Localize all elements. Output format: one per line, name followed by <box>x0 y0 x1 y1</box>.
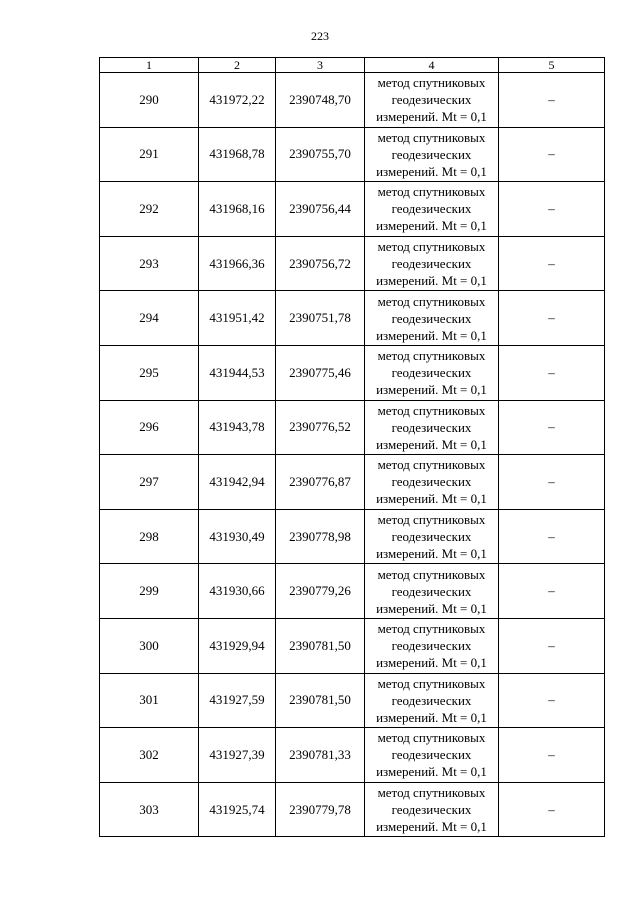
method-line: метод спутниковых <box>377 730 486 746</box>
method-line: геодезических <box>391 92 472 108</box>
table-body <box>100 73 605 837</box>
y-coordinate-cell: 2390779,26 <box>276 564 365 619</box>
x-coordinate-cell: 431944,53 <box>199 345 276 400</box>
method-line: метод спутниковых <box>377 621 486 637</box>
method-line: измерений. Mt = 0,1 <box>376 327 487 343</box>
method-line: измерений. Mt = 0,1 <box>376 709 487 725</box>
note-cell: – <box>499 618 605 673</box>
column-header-4: 4 <box>365 58 499 73</box>
method-line: метод спутниковых <box>377 75 486 91</box>
method-cell <box>365 291 499 346</box>
x-coordinate-cell: 431968,78 <box>199 127 276 182</box>
method-cell <box>365 618 499 673</box>
method-cell <box>365 73 499 128</box>
page-number: 223 <box>311 29 329 43</box>
x-coordinate-cell: 431966,36 <box>199 236 276 291</box>
y-coordinate-cell: 2390781,33 <box>276 728 365 783</box>
method-line: измерений. Mt = 0,1 <box>376 109 487 125</box>
x-coordinate-cell: 431929,94 <box>199 618 276 673</box>
table-row <box>100 182 605 237</box>
note-cell: – <box>499 782 605 837</box>
method-cell <box>365 127 499 182</box>
x-coordinate-cell: 431943,78 <box>199 400 276 455</box>
coordinates-table <box>99 57 605 837</box>
method-line: геодезических <box>391 256 472 272</box>
point-number-cell: 292 <box>100 182 199 237</box>
method-line: метод спутниковых <box>377 348 486 364</box>
method-line: геодезических <box>391 419 472 435</box>
point-number-cell: 303 <box>100 782 199 837</box>
method-line: метод спутниковых <box>377 566 486 582</box>
y-coordinate-cell: 2390748,70 <box>276 73 365 128</box>
method-cell <box>365 673 499 728</box>
x-coordinate-cell: 431930,49 <box>199 509 276 564</box>
note-cell: – <box>499 127 605 182</box>
method-line: геодезических <box>391 747 472 763</box>
y-coordinate-cell: 2390775,46 <box>276 345 365 400</box>
method-line: метод спутниковых <box>377 457 486 473</box>
table-row <box>100 73 605 128</box>
y-coordinate-cell: 2390781,50 <box>276 618 365 673</box>
method-line: геодезических <box>391 583 472 599</box>
method-line: метод спутниковых <box>377 293 486 309</box>
note-cell: – <box>499 673 605 728</box>
table-row <box>100 564 605 619</box>
note-cell: – <box>499 73 605 128</box>
note-cell: – <box>499 400 605 455</box>
note-cell: – <box>499 455 605 510</box>
y-coordinate-cell: 2390776,87 <box>276 455 365 510</box>
note-cell: – <box>499 564 605 619</box>
point-number-cell: 301 <box>100 673 199 728</box>
table-row <box>100 728 605 783</box>
method-line: метод спутниковых <box>377 785 486 801</box>
table-row <box>100 345 605 400</box>
table-row <box>100 782 605 837</box>
method-line: геодезических <box>391 201 472 217</box>
method-cell <box>365 345 499 400</box>
point-number-cell: 291 <box>100 127 199 182</box>
y-coordinate-cell: 2390779,78 <box>276 782 365 837</box>
table-row <box>100 455 605 510</box>
method-line: метод спутниковых <box>377 184 486 200</box>
x-coordinate-cell: 431930,66 <box>199 564 276 619</box>
table-row <box>100 673 605 728</box>
method-line: измерений. Mt = 0,1 <box>376 491 487 507</box>
method-cell <box>365 509 499 564</box>
table-row <box>100 291 605 346</box>
method-line: метод спутниковых <box>377 129 486 145</box>
method-cell <box>365 564 499 619</box>
x-coordinate-cell: 431951,42 <box>199 291 276 346</box>
table-row <box>100 400 605 455</box>
table-row <box>100 236 605 291</box>
method-line: метод спутниковых <box>377 675 486 691</box>
method-line: геодезических <box>391 802 472 818</box>
point-number-cell: 294 <box>100 291 199 346</box>
method-cell <box>365 782 499 837</box>
y-coordinate-cell: 2390778,98 <box>276 509 365 564</box>
y-coordinate-cell: 2390751,78 <box>276 291 365 346</box>
x-coordinate-cell: 431968,16 <box>199 182 276 237</box>
y-coordinate-cell: 2390781,50 <box>276 673 365 728</box>
table-header-row <box>100 58 605 73</box>
point-number-cell: 298 <box>100 509 199 564</box>
point-number-cell: 299 <box>100 564 199 619</box>
method-line: геодезических <box>391 146 472 162</box>
method-cell <box>365 455 499 510</box>
column-header-5: 5 <box>499 58 605 73</box>
x-coordinate-cell: 431925,74 <box>199 782 276 837</box>
method-line: метод спутниковых <box>377 402 486 418</box>
method-cell <box>365 182 499 237</box>
method-line: измерений. Mt = 0,1 <box>376 163 487 179</box>
note-cell: – <box>499 236 605 291</box>
method-line: метод спутниковых <box>377 512 486 528</box>
note-cell: – <box>499 345 605 400</box>
method-line: геодезических <box>391 310 472 326</box>
x-coordinate-cell: 431942,94 <box>199 455 276 510</box>
x-coordinate-cell: 431927,39 <box>199 728 276 783</box>
method-line: измерений. Mt = 0,1 <box>376 218 487 234</box>
point-number-cell: 290 <box>100 73 199 128</box>
note-cell: – <box>499 182 605 237</box>
y-coordinate-cell: 2390776,52 <box>276 400 365 455</box>
method-line: измерений. Mt = 0,1 <box>376 819 487 835</box>
method-cell <box>365 400 499 455</box>
column-header-3: 3 <box>276 58 365 73</box>
method-line: геодезических <box>391 529 472 545</box>
column-header-2: 2 <box>199 58 276 73</box>
method-line: геодезических <box>391 474 472 490</box>
y-coordinate-cell: 2390755,70 <box>276 127 365 182</box>
table-row <box>100 509 605 564</box>
point-number-cell: 302 <box>100 728 199 783</box>
table-row <box>100 127 605 182</box>
x-coordinate-cell: 431927,59 <box>199 673 276 728</box>
y-coordinate-cell: 2390756,72 <box>276 236 365 291</box>
method-line: геодезических <box>391 692 472 708</box>
method-line: измерений. Mt = 0,1 <box>376 436 487 452</box>
method-cell <box>365 236 499 291</box>
method-line: измерений. Mt = 0,1 <box>376 764 487 780</box>
method-line: измерений. Mt = 0,1 <box>376 273 487 289</box>
point-number-cell: 296 <box>100 400 199 455</box>
x-coordinate-cell: 431972,22 <box>199 73 276 128</box>
method-line: геодезических <box>391 365 472 381</box>
point-number-cell: 297 <box>100 455 199 510</box>
y-coordinate-cell: 2390756,44 <box>276 182 365 237</box>
method-cell <box>365 728 499 783</box>
note-cell: – <box>499 728 605 783</box>
method-line: измерений. Mt = 0,1 <box>376 600 487 616</box>
method-line: измерений. Mt = 0,1 <box>376 382 487 398</box>
point-number-cell: 295 <box>100 345 199 400</box>
column-header-1: 1 <box>100 58 199 73</box>
method-line: метод спутниковых <box>377 239 486 255</box>
point-number-cell: 300 <box>100 618 199 673</box>
method-line: измерений. Mt = 0,1 <box>376 655 487 671</box>
method-line: геодезических <box>391 638 472 654</box>
note-cell: – <box>499 291 605 346</box>
note-cell: – <box>499 509 605 564</box>
table-row <box>100 618 605 673</box>
point-number-cell: 293 <box>100 236 199 291</box>
method-line: измерений. Mt = 0,1 <box>376 546 487 562</box>
